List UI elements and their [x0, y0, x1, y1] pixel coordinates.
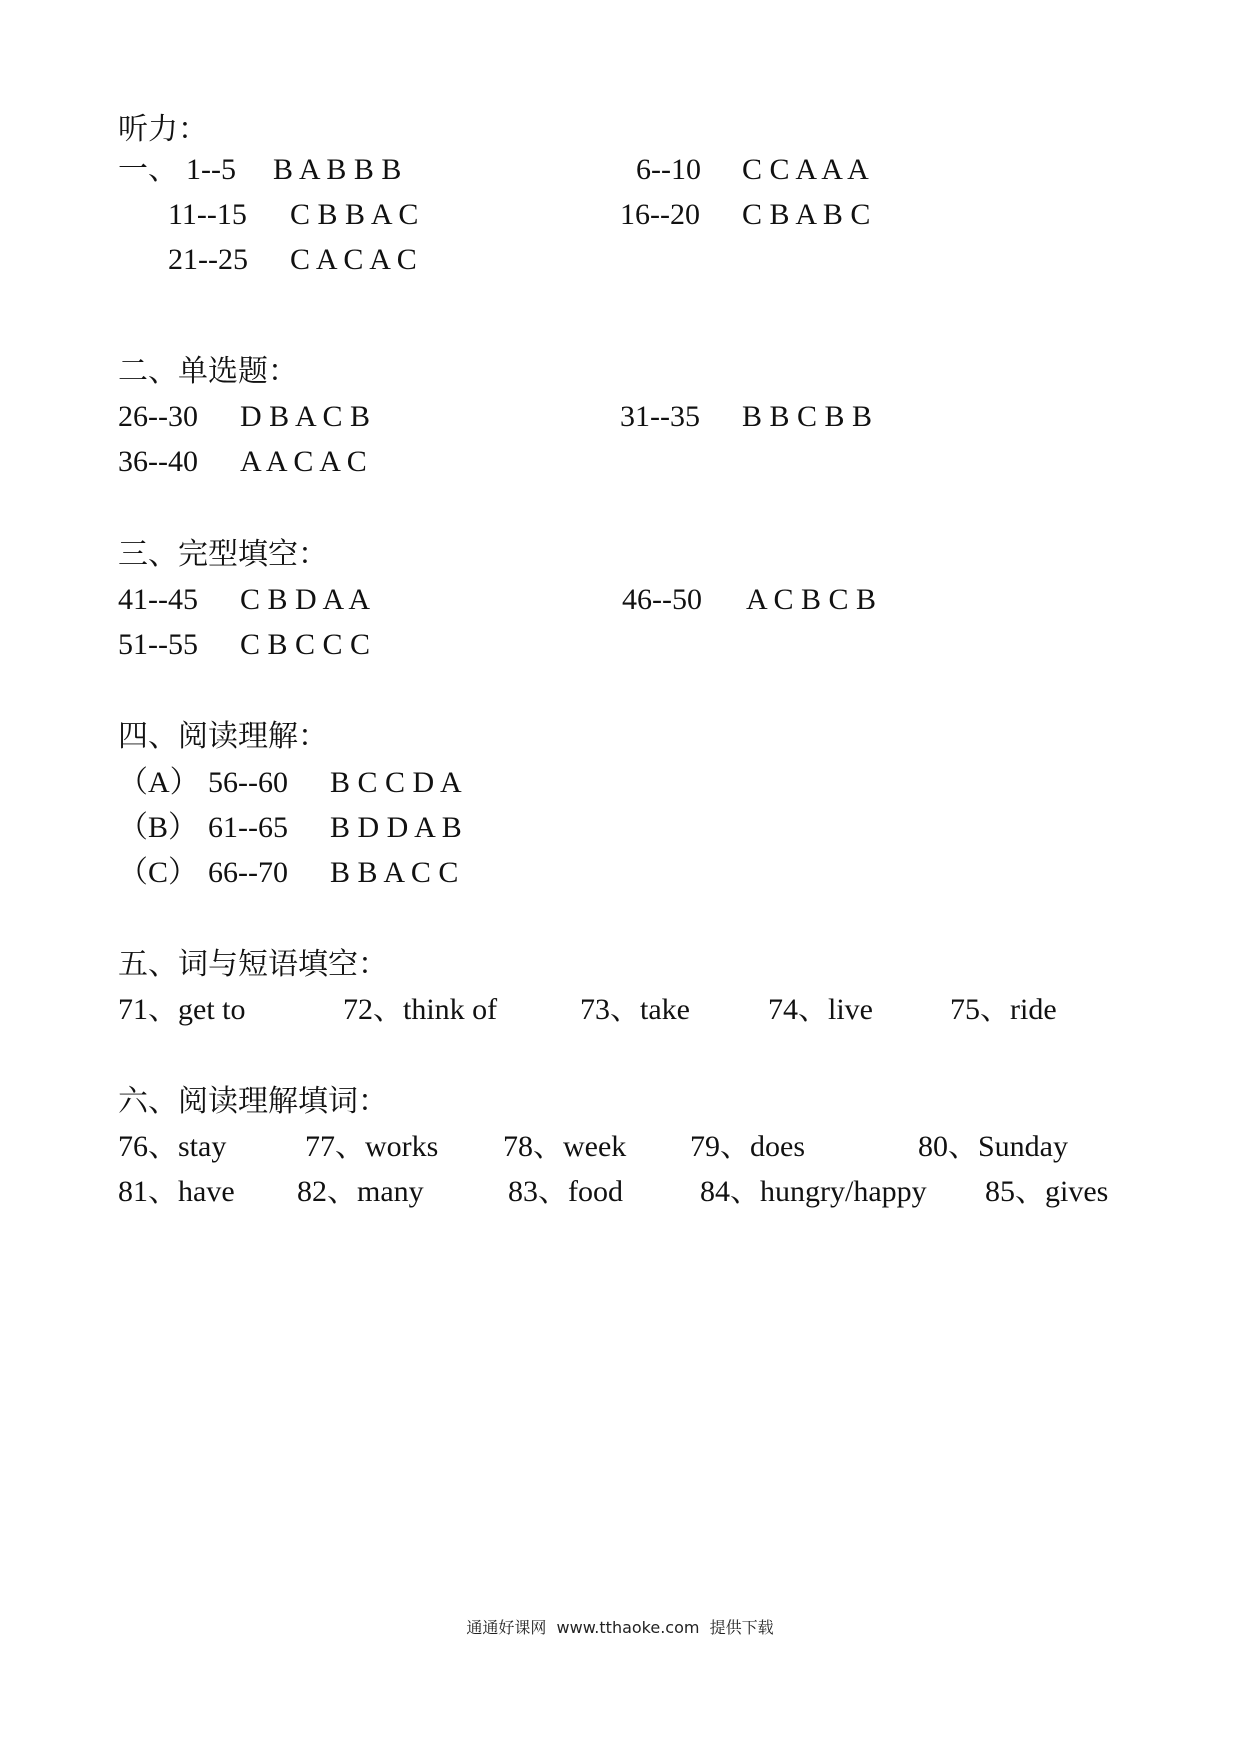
reading-passage-label: （B）	[118, 811, 199, 844]
reading-fill-item: 78、week	[503, 1130, 627, 1163]
reading-fill-item: 83、food	[508, 1175, 623, 1208]
word-fill-item: 75、ride	[950, 993, 1057, 1026]
listening-answers: C C A A A	[742, 153, 869, 186]
listening-range: 1--5	[186, 153, 236, 186]
reading-fill-heading: 六、阅读理解填词：	[118, 1085, 388, 1118]
single-choice-heading: 二、单选题：	[118, 355, 298, 388]
listening-range: 21--25	[168, 243, 248, 276]
cloze-range: 41--45	[118, 583, 198, 616]
cloze-range: 51--55	[118, 628, 198, 661]
listening-answers: C A C A C	[290, 243, 417, 276]
cloze-answers: C B D A A	[240, 583, 371, 616]
cloze-range: 46--50	[622, 583, 702, 616]
listening-range: 16--20	[620, 198, 700, 231]
reading-fill-item: 82、many	[297, 1175, 424, 1208]
listening-range: 11--15	[168, 198, 247, 231]
reading-fill-item: 85、gives	[985, 1175, 1109, 1208]
reading-fill-item: 76、stay	[118, 1130, 227, 1163]
cloze-answers: A C B C B	[746, 583, 877, 616]
single-choice-answers: D B A C B	[240, 400, 371, 433]
reading-heading: 四、阅读理解：	[118, 720, 328, 753]
reading-fill-item: 80、Sunday	[918, 1130, 1068, 1163]
word-fill-item: 74、live	[768, 993, 873, 1026]
cloze-heading: 三、完型填空：	[118, 538, 328, 571]
listening-answers: B A B B B	[273, 153, 402, 186]
single-choice-range: 31--35	[620, 400, 700, 433]
single-choice-answers: B B C B B	[742, 400, 873, 433]
reading-range: 56--60	[208, 766, 288, 799]
listening-range: 6--10	[636, 153, 701, 186]
single-choice-range: 26--30	[118, 400, 198, 433]
listening-answers: C B B A C	[290, 198, 419, 231]
reading-fill-item: 79、does	[690, 1130, 805, 1163]
footer-text: 通通好课网 www.tthaoke.com 提供下载	[466, 1618, 774, 1637]
word-fill-item: 71、get to	[118, 993, 246, 1026]
listening-heading: 听力：	[118, 113, 208, 146]
reading-answers: B C C D A	[330, 766, 462, 799]
reading-range: 61--65	[208, 811, 288, 844]
reading-passage-label: （A）	[118, 766, 200, 799]
word-fill-item: 72、think of	[343, 993, 498, 1026]
listening-part-label: 一、	[118, 153, 178, 186]
word-fill-heading: 五、词与短语填空：	[118, 948, 388, 981]
listening-answers: C B A B C	[742, 198, 871, 231]
reading-fill-item: 84、hungry/happy	[700, 1175, 927, 1208]
reading-fill-item: 81、have	[118, 1175, 235, 1208]
reading-fill-item: 77、works	[305, 1130, 439, 1163]
reading-range: 66--70	[208, 856, 288, 889]
reading-answers: B D D A B	[330, 811, 462, 844]
word-fill-item: 73、take	[580, 993, 690, 1026]
reading-passage-label: （C）	[118, 856, 199, 889]
reading-answers: B B A C C	[330, 856, 459, 889]
cloze-answers: C B C C C	[240, 628, 371, 661]
single-choice-answers: A A C A C	[240, 445, 367, 478]
single-choice-range: 36--40	[118, 445, 198, 478]
